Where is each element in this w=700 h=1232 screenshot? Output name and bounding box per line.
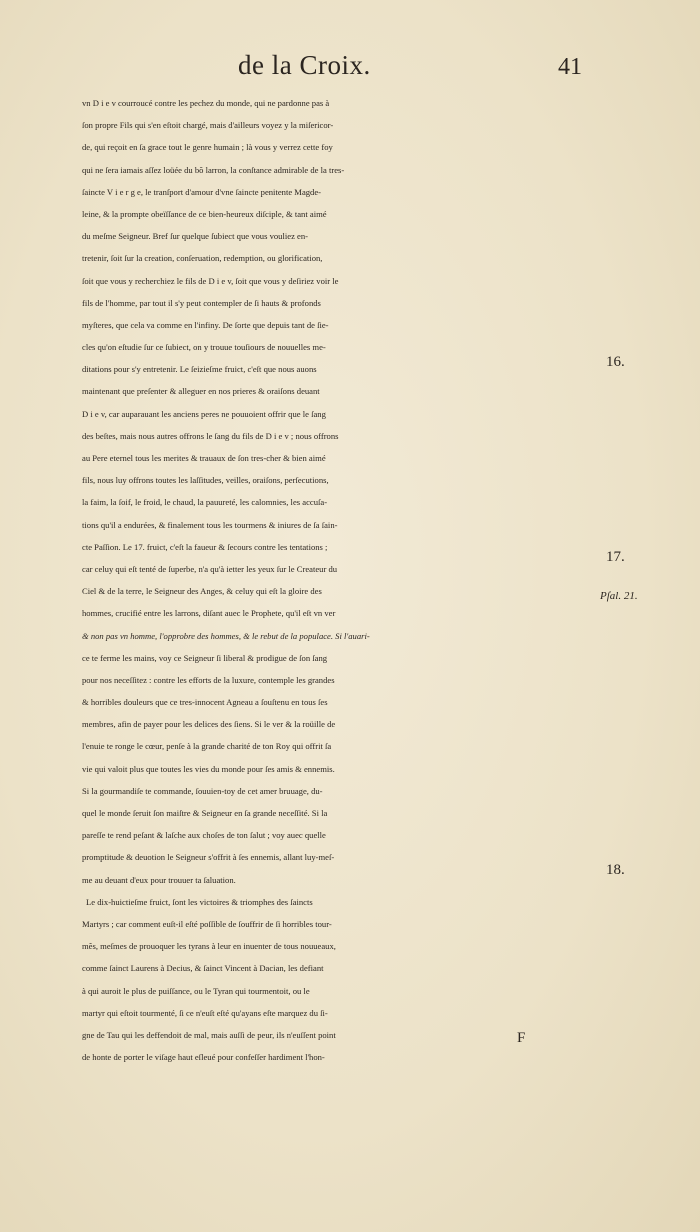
running-title: de la Croix.	[238, 50, 371, 80]
margin-note-16: 16.	[606, 354, 625, 370]
text-line: & non pas vn homme, l'opprobre des hommes, & le rebut de la populace. Si l'auari-	[82, 630, 370, 641]
text-line: de, qui reçoit en ſa grace tout le genre humain ; là vous y verrez cette foy	[82, 142, 333, 153]
text-line: me au deuant d'eux pour trouuer ta ſaluation.	[82, 874, 236, 885]
text-line: myſteres, que cela va comme en l'infiny. De ſorte que depuis tant de ſie-	[82, 319, 329, 330]
text-line: tions qu'il a endurées, & finalement tous les tourmens & iniures de ſa ſain-	[82, 519, 338, 530]
text-line: ce te ferme les mains, voy ce Seigneur ſi liberal & prodigue de ſon ſang	[82, 652, 328, 663]
text-line: tretenir, ſoit ſur la creation, conſeruation, redemption, ou glorification,	[82, 253, 323, 264]
text-line: comme ſainct Laurens à Decius, & ſainct Vincent à Dacian, les defiant	[82, 963, 324, 974]
text-line: hommes, crucifié entre les larrons, diſant auec le Prophete, qu'il eſt vn ver	[82, 608, 336, 619]
text-line: & horribles douleurs que ce tres-innocent Agneau a ſouſtenu en tous ſes	[82, 697, 328, 708]
text-line: au Pere eternel tous les merites & trauaux de ſon tres-cher & bien aimé	[82, 453, 326, 463]
page-header	[0, 50, 700, 90]
text-line: pour nos neceſſitez : contre les efforts de la luxure, contemple les grandes	[82, 674, 335, 685]
text-line: du meſme Seigneur. Bref ſur quelque ſubiect que vous vouliez en-	[82, 231, 309, 242]
text-line: gne de Tau qui les deffendoit de mal, mais auſſi de peur, ils n'euſſent point	[82, 1029, 336, 1040]
text-line: cles qu'on eſtudie ſur ce ſubiect, on y trouue touſiours de nouuelles me-	[82, 342, 326, 353]
text-line: membres, afin de payer pour les delices des ſiens. Si le ver & la roüille de	[82, 719, 336, 730]
text-line: Le dix-huictieſme fruict, ſont les victoires & triomphes des ſaincts	[86, 896, 313, 907]
text-line: de honte de porter le viſage haut eſleué pour confeſſer hardiment l'hon-	[82, 1052, 325, 1063]
text-line: promptitude & deuotion le Seigneur s'offrit à ſes ennemis, allant luy-meſ-	[82, 852, 335, 863]
text-line: fils, nous luy offrons toutes les laſſitudes, veilles, oraiſons, perſecutions,	[82, 475, 329, 486]
body-text	[82, 92, 602, 1068]
text-line: la faim, la ſoif, le froid, le chaud, la pauureté, les calomnies, les accuſa-	[82, 497, 328, 508]
text-line: des beſtes, mais nous autres offrons le ſang du fils de D i e v ; nous offrons	[82, 430, 339, 441]
text-line: cte Paſſion. Le 17. fruict, c'eſt la faueur & ſecours contre les tentations ;	[82, 541, 328, 552]
text-line: ſoit que vous y recherchiez le fils de D i e v, ſoit que vous y deſiriez voir le	[82, 275, 339, 286]
text-line: pareſſe te rend peſant & laſche aux choſes de ton ſalut ; voy auec quelle	[82, 830, 326, 841]
text-line: car celuy qui eſt tenté de ſuperbe, n'a qu'à ietter les yeux ſur le Createur du	[82, 563, 338, 574]
text-line: Martyrs ; car comment euſt-il eſté poſſible de ſouffrir de ſi horribles tour-	[82, 918, 332, 929]
text-line: ditations pour s'y entretenir. Le ſeizieſme fruict, c'eſt que nous auons	[82, 364, 317, 375]
text-line: l'enuie te ronge le cœur, penſe à la grande charité de ton Roy qui offrit ſa	[82, 741, 332, 752]
margin-reference: Pſal. 21.	[600, 590, 638, 602]
text-line: à qui auroit le plus de puiſſance, ou le Tyran qui tourmentoit, ou le	[82, 985, 310, 996]
page-number: 41	[558, 54, 582, 80]
text-line: ſaincte V i e r g e, le tranſport d'amour d'vne ſaincte penitente Magde-	[82, 186, 322, 197]
text-line: maintenant que preſenter & alleguer en nos prieres & oraiſons deuant	[82, 386, 320, 397]
signature-mark: F	[517, 1030, 526, 1046]
text-line: Si la gourmandiſe te commande, ſouuien-toy de cet amer bruuage, du-	[82, 785, 323, 796]
text-line: ſon propre Fils qui s'en eſtoit chargé, mais d'ailleurs voyez y la miſericor-	[82, 120, 334, 131]
text-line: quel le monde ſeruit ſon maiſtre & Seigneur en ſa grande neceſſité. Si la	[82, 808, 328, 818]
text-line: vn D i e v courroucé contre les pechez du monde, qui ne pardonne pas à	[82, 98, 330, 108]
text-line: leine, & la prompte obeïſſance de ce bien-heureux diſciple, & tant aimé	[82, 208, 327, 219]
text-line: D i e v, car auparauant les anciens peres ne pouuoient offrir que le ſang	[82, 408, 326, 419]
text-line: vie qui valoit plus que toutes les vies du monde pour ſes amis & ennemis.	[82, 763, 335, 774]
text-line: mẽs, meſmes de prouoquer les tyrans à leur en inuenter de tous nouueaux,	[82, 941, 336, 952]
margin-note-17: 17.	[606, 549, 625, 565]
text-line: fils de l'homme, par tout il s'y peut contempler de ſi hauts & profonds	[82, 297, 321, 308]
text-line: martyr qui eſtoit tourmenté, ſi ce n'euſt eſté qu'ayans eſte marquez du ſi-	[82, 1007, 328, 1018]
text-line: qui ne ſera iamais aſſez loüée du bõ larron, la conſtance admirable de la tres-	[82, 164, 345, 175]
margin-note-18: 18.	[606, 862, 625, 878]
text-line: Ciel & de la terre, le Seigneur des Anges, & celuy qui eſt la gloire des	[82, 586, 322, 597]
